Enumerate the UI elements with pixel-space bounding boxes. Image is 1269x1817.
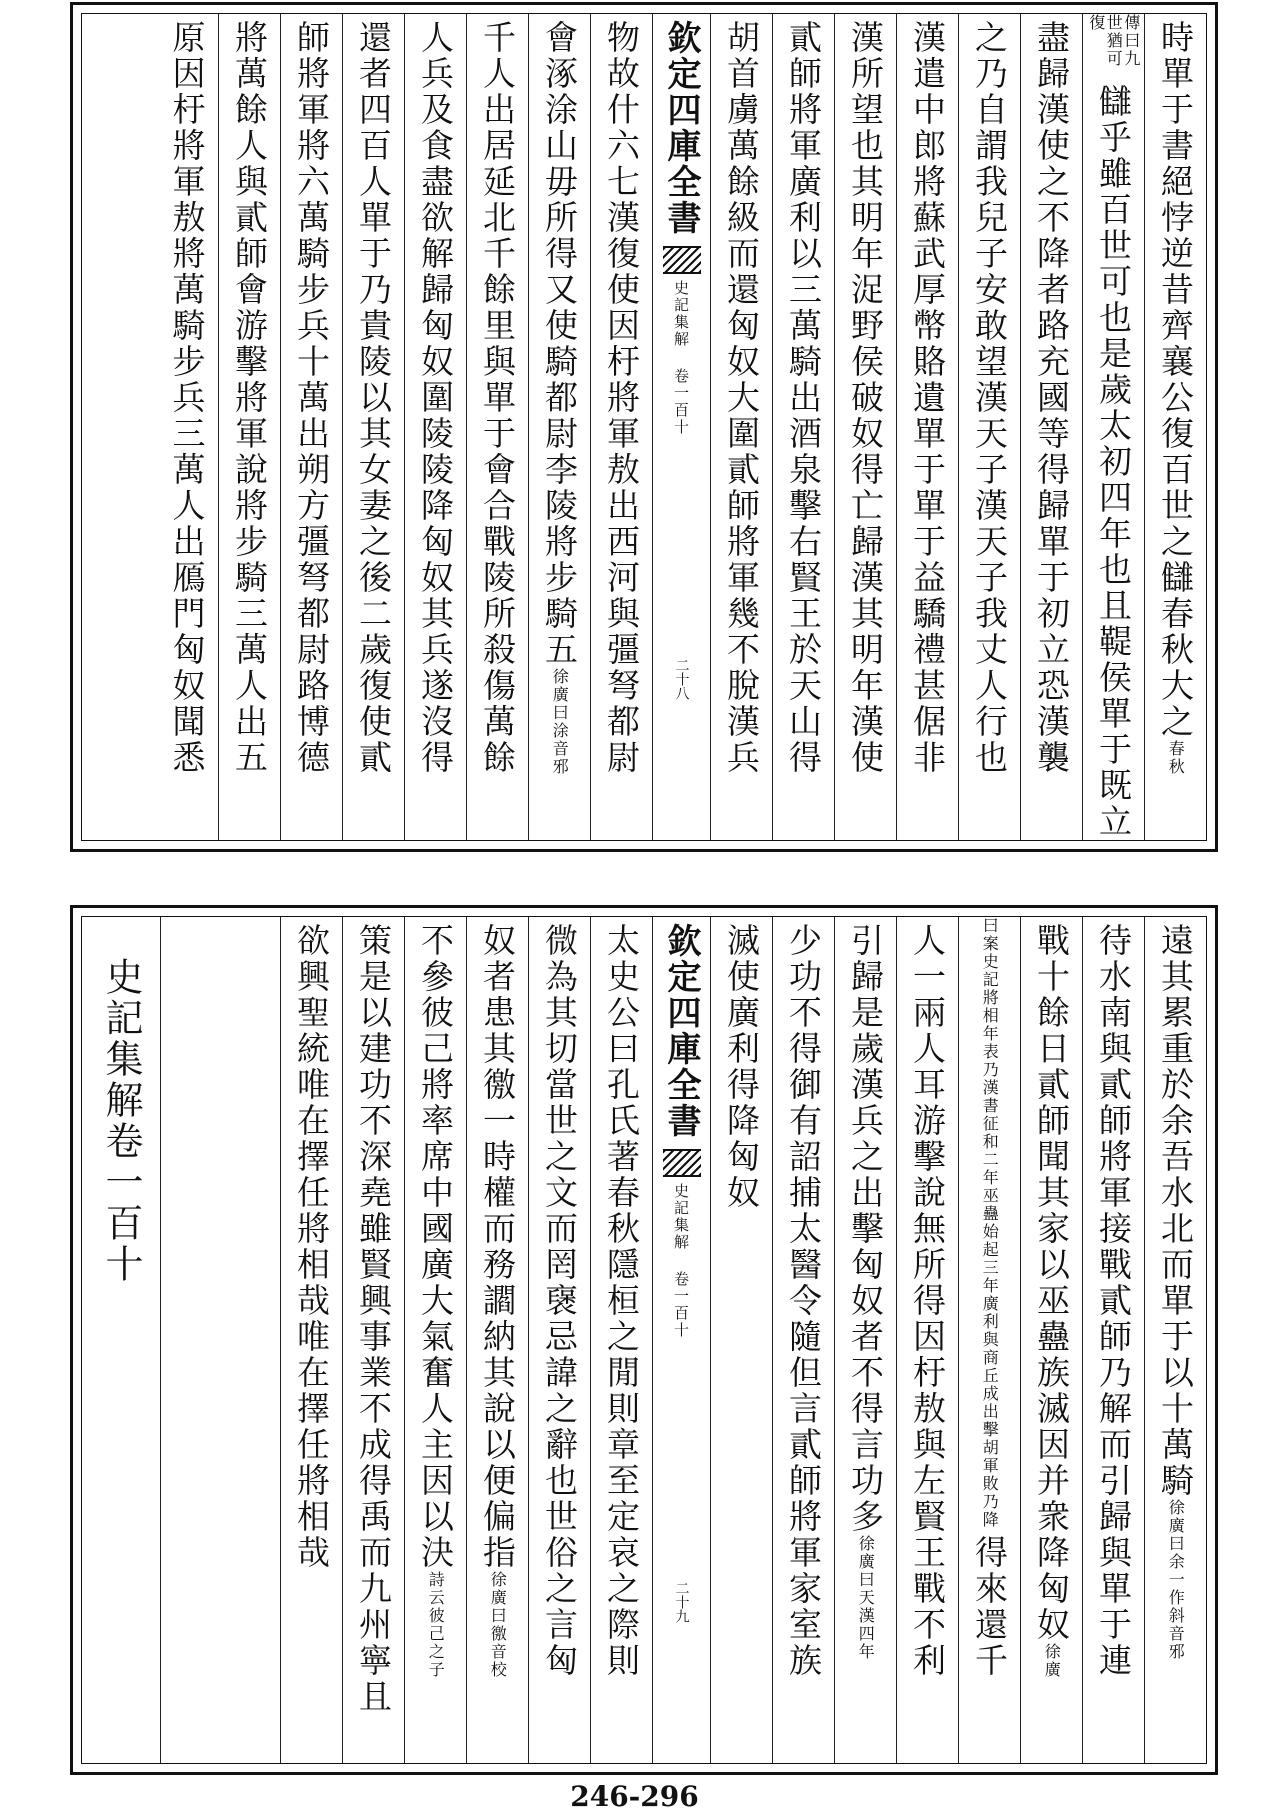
closing-title: 史記集解卷一百十	[99, 957, 143, 1285]
column-text: 遠其累重於余吾水北而單于以十萬騎	[1156, 923, 1195, 1499]
column-text: 滅使廣利得降匈奴	[722, 923, 761, 1211]
annotation: 徐廣	[1042, 1643, 1062, 1679]
text-column	[896, 917, 958, 1763]
text-column	[466, 14, 528, 840]
column-text: 盡歸漢使之不降者路充國等得歸單于初立恐漢襲	[1032, 20, 1071, 776]
text-column	[280, 917, 342, 1763]
column-text: 時單于書絕悖逆昔齊襄公復百世之讎春秋大之	[1156, 20, 1195, 740]
text-column	[1144, 917, 1206, 1763]
annotation: 傳曰九世猶可復	[1086, 14, 1141, 68]
column-text: 胡首虜萬餘級而還匈奴大圍貳師將軍幾不脫漢兵	[722, 20, 761, 776]
column-text: 欲興聖統唯在擇任將相哉唯在擇任將相哉	[292, 923, 331, 1571]
column-text: 漢所望也其明年浞野侯破奴得亡歸漢其明年漢使	[846, 20, 885, 776]
text-column	[156, 14, 218, 840]
text-column	[342, 917, 404, 1763]
column-text: 太史公曰孔氏著春秋隱桓之閒則章至定哀之際則	[602, 923, 641, 1679]
text-column	[1020, 917, 1082, 1763]
text-column	[896, 14, 958, 840]
column-text: 讎乎雖百世可也是歲太初四年也且鞮侯單于既立	[1094, 84, 1133, 840]
column-text: 人兵及食盡欲解歸匈奴圍陵陵降匈奴其兵遂沒得	[416, 20, 455, 776]
column-text: 不參彼己將率席中國廣大氣奮人主因以決	[416, 923, 455, 1571]
collection-title: 欽定四庫全書	[661, 923, 701, 1139]
text-column	[772, 917, 834, 1763]
annotation: 春秋	[1166, 740, 1186, 776]
column-text: 引歸是歲漢兵之出擊匈奴者不得言功多	[846, 923, 885, 1535]
page-number: 246-296	[570, 1780, 699, 1813]
text-column	[404, 917, 466, 1763]
column-text: 物故什六七漢復使因杅將軍敖出西河與彊弩都尉	[602, 20, 641, 776]
text-column	[1082, 917, 1144, 1763]
volume-label: 史記集解 卷一百十	[672, 1183, 690, 1339]
text-column	[404, 14, 466, 840]
annotation: 徐廣曰徼音校	[488, 1571, 508, 1679]
column-text: 人一兩人耳游擊說無所得因杅敖與左賢王戰不利	[908, 923, 947, 1679]
column-text: 師將軍將六萬騎步兵十萬出朔方彊弩都尉路博德	[292, 20, 331, 776]
annotation: 曰案史記將相年表乃漢書征和二年巫蠱始起三年廣利與商丘成出擊胡軍敗乃降	[980, 917, 1000, 1529]
column-text: 漢遣中郎將蘇武厚幣賂遺單于單于益驕禮甚倨非	[908, 20, 947, 776]
annotation: 詩云彼己之子	[426, 1571, 446, 1679]
text-column	[218, 14, 280, 840]
column-text: 得來還千	[970, 1535, 1009, 1679]
top-page	[70, 2, 1218, 852]
column-text: 少功不得御有詔捕太醫令隨但言貳師將軍家室族	[784, 923, 823, 1679]
text-column	[1082, 14, 1144, 840]
top-page-frame	[81, 13, 1207, 841]
text-column	[1144, 14, 1206, 840]
column-text: 還者四百人單于乃貴陵以其女妻之後二歲復使貳	[354, 20, 393, 776]
text-column	[958, 917, 1020, 1763]
volume-label: 史記集解 卷一百十	[672, 280, 690, 436]
column-text: 待水南與貳師將軍接戰貳師乃解而引歸與單于連	[1094, 923, 1133, 1679]
blank-column	[160, 917, 280, 1763]
column-text: 戰十餘日貳師聞其家以巫蠱族滅因并衆降匈奴	[1032, 923, 1071, 1643]
text-column	[528, 917, 590, 1763]
column-text: 微為其切當世之文而罔襃忌諱之辭也世俗之言匈	[540, 923, 579, 1679]
text-column	[590, 14, 652, 840]
text-column	[342, 14, 404, 840]
fish-tail-mark-icon	[663, 1149, 701, 1177]
column-text: 奴者患其徼一時權而務讇納其說以便偏指	[478, 923, 517, 1571]
text-column	[1020, 14, 1082, 840]
annotation: 徐廣曰涂音邪	[550, 668, 570, 776]
column-text: 原因杅將軍敖將萬騎步兵三萬人出鴈門匈奴聞悉	[167, 20, 207, 776]
column-text: 之乃自謂我兒子安敢望漢天子漢天子我丈人行也	[970, 20, 1009, 776]
fish-tail-mark-icon	[663, 246, 701, 274]
leaf-number: 二十九	[673, 1581, 690, 1623]
column-text: 貳師將軍廣利以三萬騎出酒泉擊右賢王於天山得	[784, 20, 823, 776]
annotation: 徐廣曰余一作斜音邪	[1166, 1499, 1186, 1661]
text-column	[710, 14, 772, 840]
column-text: 會涿涂山毋所得又使騎都尉李陵將步騎五	[540, 20, 579, 668]
column-text: 將萬餘人與貳師會游擊將軍說將步騎三萬人出五	[230, 20, 269, 776]
column-text: 策是以建功不深堯雖賢興事業不成得禹而九州寧且	[354, 923, 393, 1715]
text-column	[710, 917, 772, 1763]
column-text: 千人出居延北千餘里與單于會合戰陵所殺傷萬餘	[478, 20, 517, 776]
center-fold-column	[652, 917, 710, 1763]
text-column	[834, 14, 896, 840]
bottom-page-frame	[81, 916, 1207, 1764]
text-column	[958, 14, 1020, 840]
leaf-number: 二十八	[673, 658, 690, 700]
text-column	[590, 917, 652, 1763]
annotation: 徐廣曰天漢四年	[856, 1535, 876, 1661]
text-column	[280, 14, 342, 840]
text-column	[834, 917, 896, 1763]
text-column	[528, 14, 590, 840]
closing-title-column	[82, 917, 160, 1763]
collection-title: 欽定四庫全書	[661, 20, 701, 236]
center-fold-column	[652, 14, 710, 840]
bottom-page	[70, 905, 1218, 1775]
text-column	[466, 917, 528, 1763]
text-column	[772, 14, 834, 840]
